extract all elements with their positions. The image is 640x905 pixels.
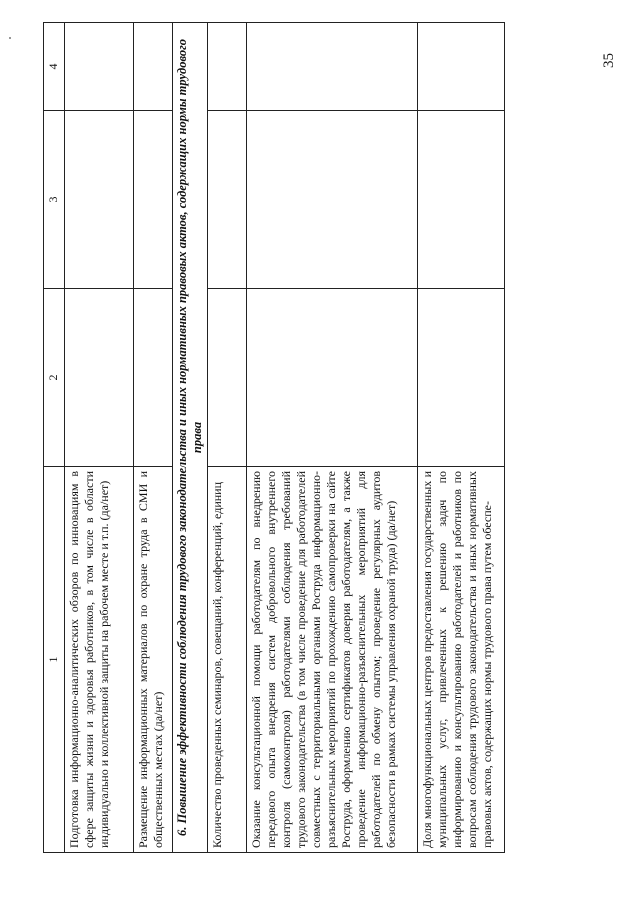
row-text: Оказание консультационной помощи работодателям по внедрению передового опыта внедрения систем добровольного внутреннего контроля (самоконтроля) работодателями соблюдения требований трудового законодательства (в том числе проведение для работодателей совместных с территориальными органами Роструда информационно-разъяснительных мероприятий по прохождению самопроверки на сайте Роструда, оформлению сертификатов доверия работодателям, а также проведение информационно-разъяснительных мероприятий для работодателей по обмену опытом; проведение регулярных аудитов безопасности в рамках системы управления охраной труда) (да/нет): [247, 467, 418, 853]
header-col-2: 2: [44, 289, 65, 467]
table-row: [418, 23, 505, 853]
empty-cell: [134, 111, 173, 289]
row-text: Размещение информационных материалов по охране труда в СМИ и общественных местах (да/нет): [134, 467, 173, 853]
empty-cell: [134, 289, 173, 467]
page-number: 35: [601, 53, 617, 68]
empty-cell: [208, 289, 247, 467]
indicators-table: [43, 22, 505, 853]
empty-cell: [65, 289, 134, 467]
table-row: [247, 23, 418, 853]
empty-cell: [65, 111, 134, 289]
rotated-table: [43, 23, 569, 853]
empty-cell: [418, 289, 505, 467]
empty-cell: [247, 111, 418, 289]
header-col-4: 4: [44, 23, 65, 111]
row-text: Количество проведенных семинаров, совещаний, конференций, единиц: [208, 467, 247, 853]
empty-cell: [134, 23, 173, 111]
row-text: Доля многофункциональных центров предоставления государственных и муниципальных услуг, привлеченных к решению задач по информированию и консультированию работодателей и работников по вопросам соблюдения трудового законодательства и иных нормативных правовых актов, содержащих нормы трудового права путем обеспе-: [418, 467, 505, 853]
empty-cell: [418, 111, 505, 289]
empty-cell: [208, 23, 247, 111]
empty-cell: [208, 111, 247, 289]
section-header-row: [173, 23, 208, 853]
table-row: [65, 23, 134, 853]
header-row: [44, 23, 65, 853]
empty-cell: [247, 23, 418, 111]
empty-cell: [65, 23, 134, 111]
empty-cell: [418, 23, 505, 111]
header-col-3: 3: [44, 111, 65, 289]
section-title: 6. Повышение эффективности соблюдения трудового законодательства и иных нормативных правовых актов, содержащих нормы трудового права: [173, 23, 208, 853]
empty-cell: [247, 289, 418, 467]
header-col-1: 1: [44, 467, 65, 853]
scan-speck: [9, 37, 11, 39]
table-row: [208, 23, 247, 853]
table-row: [134, 23, 173, 853]
row-text: Подготовка информационно-аналитических обзоров по инновациям в сфере защиты жизни и здоровья работников, в том числе в области индивидуально и коллективной защиты на рабочем месте и т.п. (да/нет): [65, 467, 134, 853]
